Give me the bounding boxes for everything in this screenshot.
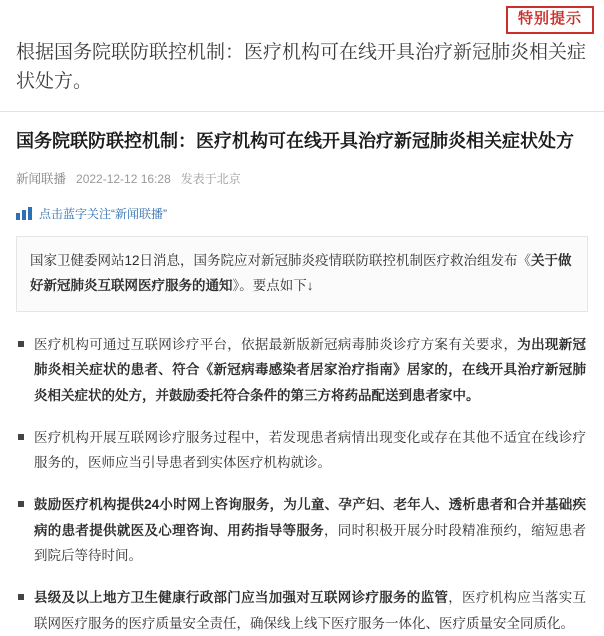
point-text-bold: 为出现新冠肺炎相关症状的患者、符合《新冠病毒感染者居家治疗指南》居家的，在线开具治疗新冠肺炎相关症状的处方，并鼓励委托符合条件的第三方将药品配送到患者家中。 [34,336,587,404]
article-title: 国务院联防联控机制：医疗机构可在线开具治疗新冠肺炎相关症状处方 [16,130,574,151]
list-item [18,425,586,476]
intro-box [16,236,588,312]
points-list [16,332,588,636]
follow-prompt[interactable] [16,205,588,222]
list-item [18,585,586,636]
signal-bars-icon [16,207,32,220]
article-meta [16,169,588,187]
point-text-bold: 县级及以上地方卫生健康行政部门应当加强对互联网诊疗服务的监管 [34,589,449,605]
point-text-plain: 医疗机构开展互联网诊疗服务过程中，若发现患者病情出现变化或存在其他不适宜在线诊疗服务的，医师应当引导患者到实体医疗机构就诊。 [34,429,586,471]
point-text-bold: 鼓励医疗机构提供24小时网上咨询服务，为儿童、孕产妇、老年人、透析患者和合并基础疾病的患者提供就医及心理咨询、用药指导等服务 [34,497,586,538]
list-item [18,332,586,409]
point-text-plain: ，同时积极开展分时段精准预约，缩短患者到院后等待时间。 [34,522,587,564]
list-item [18,492,586,569]
special-notice-badge: 特别提示 [506,6,594,34]
article-source: 新闻联播 [16,171,67,186]
intro-suffix: 》。要点如下↓ [232,277,314,293]
intro-bold: 关于做好新冠肺炎互联网医疗服务的通知 [30,252,572,293]
intro-prefix: 国家卫健委网站12日消息，国务院应对新冠肺炎疫情联防联控机制医疗救治组发布《 [30,252,532,268]
follow-prompt-label: 点击蓝字关注“新闻联播” [39,206,167,221]
point-text-plain: ，医疗机构应当落实互联网医疗服务的医疗质量安全责任，确保线上线下医疗服务一体化、医疗质量安全同质化。 [34,589,587,631]
article-body [0,112,604,636]
badge-row [0,0,604,34]
point-text-plain: 医疗机构可通过互联网诊疗平台，依据最新版新冠病毒肺炎诊疗方案有关要求， [34,336,518,352]
page-title: 根据国务院联防联控机制：医疗机构可在线开具治疗新冠肺炎相关症状处方。 [16,42,587,93]
article-datetime: 2022-12-12 16:28 [76,171,171,186]
article-location: 发表于北京 [180,171,241,186]
